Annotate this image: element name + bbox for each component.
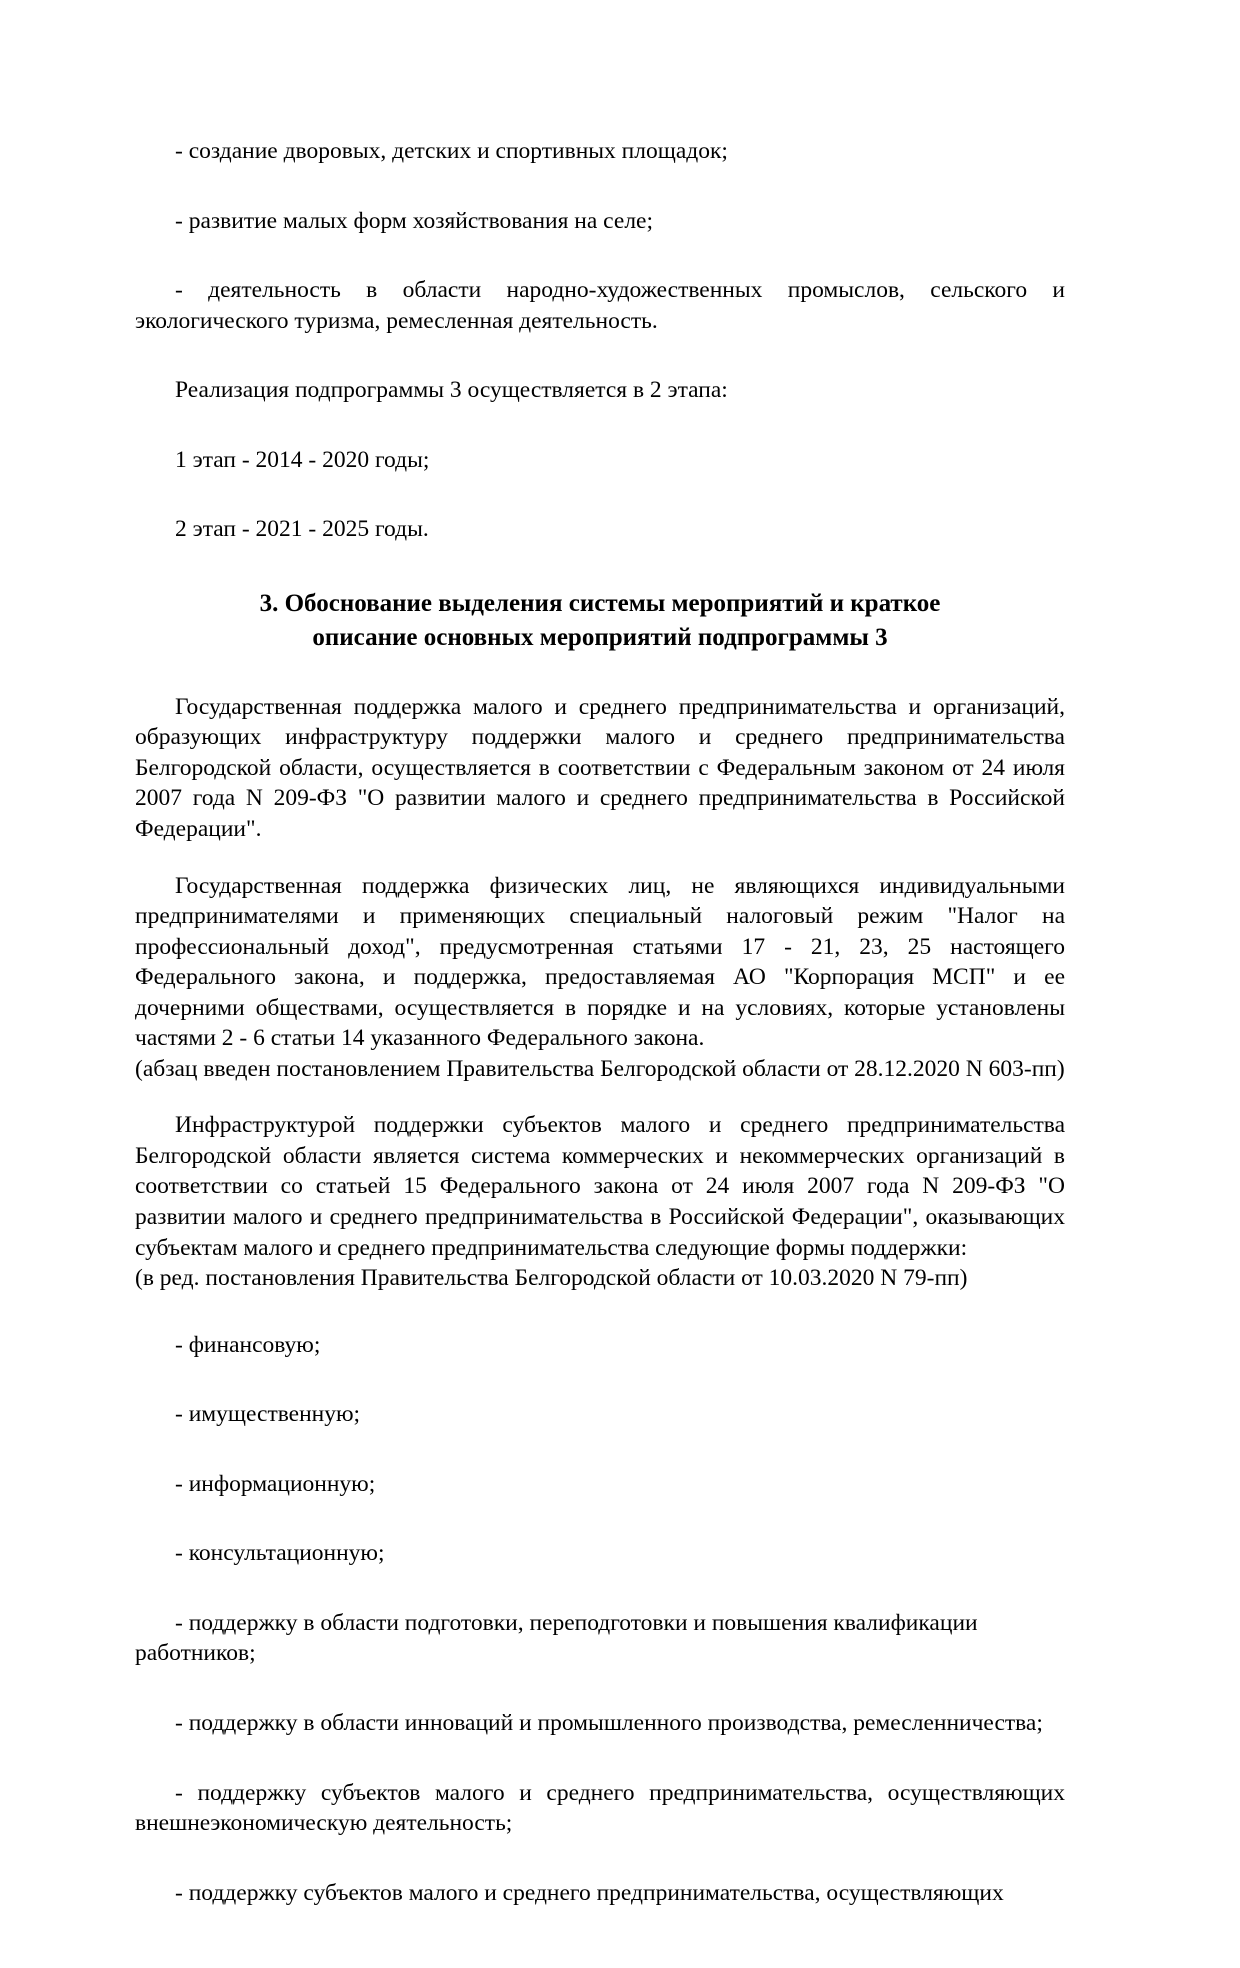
intro-list-item-1: - создание дворовых, детских и спортивных площадок;	[175, 138, 728, 164]
paragraph-state-support-smb: Государственная поддержка малого и среднего предпринимательства и организаций, образующих инфраструктуру поддержки малого и среднего предпринимательства Белгородской области, осуществляется в соответствии с Федеральным законом от 24 июля 2007 года N 209-ФЗ "О развитии малого и среднего предпринимательства в Российской Федерации".	[135, 693, 1065, 843]
amendment-note-79pp: (в ред. постановления Правительства Белгородской области от 10.03.2020 N 79-пп)	[135, 1265, 968, 1292]
amendment-note-603pp: (абзац введен постановлением Правительства Белгородской области от 28.12.2020 N 603-пп)	[135, 1055, 1065, 1082]
paragraph-state-support-individuals: Государственная поддержка физических лиц, не являющихся индивидуальными предпринимателями и применяющих специальный налоговый режим "Налог на профессиональный доход", предусмотренная статьями 17 - 21, 23, 25 настоящего Федерального закона, и поддержка, предоставляемая АО "Корпорация МСП" и ее дочерними обществами, осуществляется в порядке и на условиях, которые установлены частями 2 - 6 статьи 14 указанного Федерального закона.	[135, 872, 1065, 1052]
support-form-foreign-economic: - поддержку субъектов малого и среднего предпринимательства, осуществляющих внешнеэкономическую деятельность;	[135, 1779, 1065, 1837]
stages-lead-paragraph: Реализация подпрограммы 3 осуществляется в 2 этапа:	[175, 377, 728, 404]
support-form-training: - поддержку в области подготовки, переподготовки и повышения квалификации работников;	[135, 1609, 978, 1667]
support-form-innovation: - поддержку в области инноваций и промышленного производства, ремесленничества;	[175, 1709, 1043, 1736]
support-form-continued: - поддержку субъектов малого и среднего предпринимательства, осуществляющих	[175, 1879, 1004, 1906]
intro-list-item-3: - деятельность в области народно-художественных промыслов, сельского и экологического туризма, ремесленная деятельность.	[135, 277, 1065, 334]
section-heading-line-2: описание основных мероприятий подпрограммы 3	[312, 624, 888, 652]
document-body	[135, 136, 1065, 1908]
spacer	[135, 1320, 1065, 1330]
paragraph-infrastructure: Инфраструктурой поддержки субъектов малого и среднего предпринимательства Белгородской области является система коммерческих и некоммерческих организаций в соответствии со статьей 15 Федерального закона от 24 июля 2007 года N 209-ФЗ "О развитии малого и среднего предпринимательства в Российской Федерации", оказывающих субъектам малого и среднего предпринимательства следующие формы поддержки:	[135, 1112, 1065, 1261]
support-form-financial: - финансовую;	[175, 1331, 321, 1358]
section-heading	[135, 587, 1065, 656]
stage-item-2: 2 этап - 2021 - 2025 годы.	[175, 516, 429, 543]
section-heading-line-1: 3. Обоснование выделения системы мероприятий и краткое	[259, 589, 941, 617]
support-form-consulting: - консультационную;	[175, 1540, 385, 1567]
support-form-information: - информационную;	[175, 1470, 376, 1497]
support-form-property: - имущественную;	[175, 1401, 361, 1428]
stage-item-1: 1 этап - 2014 - 2020 годы;	[175, 446, 430, 473]
intro-list-item-2: - развитие малых форм хозяйствования на селе;	[175, 207, 654, 234]
